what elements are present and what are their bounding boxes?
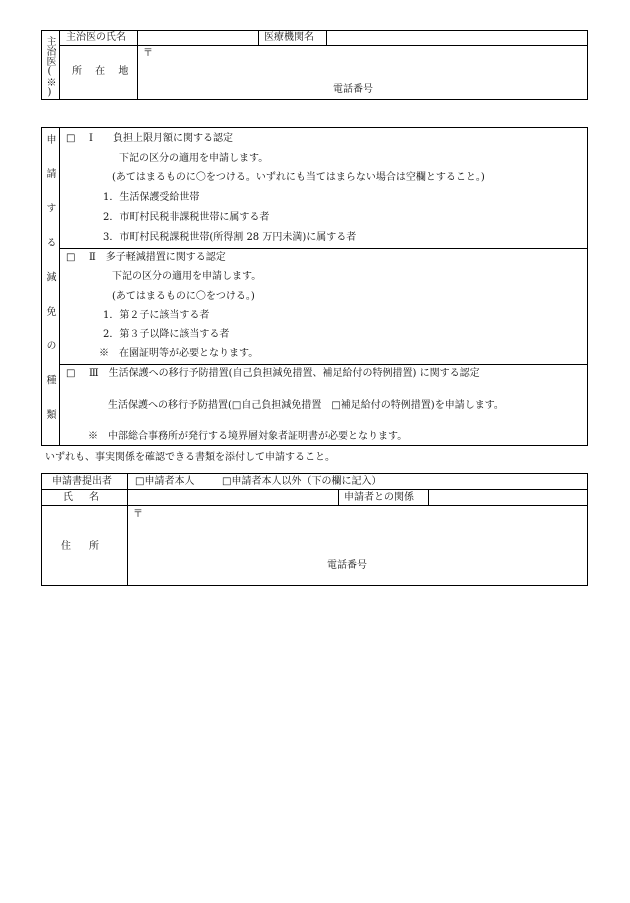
institution-field[interactable] — [330, 33, 584, 44]
doctor-address-label: 所 在 地 — [72, 66, 134, 77]
sec3-line1: 生活保護への移行予防措置(□自己負担減免措置 □補足給付の特例措置)を申請します。 — [108, 400, 504, 411]
relation-label: 申請者との関係 — [344, 492, 414, 503]
sec2-heading: Ⅱ 多子軽減措置に関する認定 — [89, 252, 226, 263]
submitter-name-field[interactable] — [131, 493, 335, 504]
sec1-item-2: 2．市町村民税非課税世帯に属する者 — [103, 212, 270, 223]
sec1-item-1: 1．生活保護受給世帯 — [103, 192, 200, 203]
submitter-option-other[interactable]: □申請者本人以外（下の欄に記入） — [222, 476, 382, 487]
submitter-address-label: 住 所 — [61, 541, 103, 552]
sec2-note: ※ 在園証明等が必要となります。 — [99, 348, 259, 359]
sec2-item-2: 2．第３子以降に該当する者 — [103, 329, 230, 340]
doctor-name-field[interactable] — [140, 33, 256, 44]
sec1-heading: Ⅰ 負担上限月額に関する認定 — [89, 133, 233, 144]
attach-note: いずれも、事実関係を確認できる書類を添付して申請すること。 — [45, 452, 335, 463]
sec3-heading: Ⅲ 生活保護への移行予防措置(自己負担減免措置、補足給付の特例措置) に関する認定 — [89, 368, 480, 379]
submitter-postal-mark: 〒 — [133, 509, 143, 520]
postal-mark: 〒 — [143, 48, 153, 59]
submitter-address-field[interactable] — [146, 510, 584, 550]
sec1-line2: (あてはまるものに〇をつける。いずれにも当てはまらない場合は空欄とすること。) — [112, 172, 485, 183]
doctor-name-label: 主治医の氏名 — [66, 32, 126, 43]
reduction-side-label: 申請する減免の種類 — [44, 134, 55, 444]
sec1-line1: 下記の区分の適用を申請します。 — [119, 153, 269, 164]
sec1-checkbox[interactable]: □ — [66, 133, 76, 144]
doctor-side-label: 主治医(※) — [44, 36, 55, 98]
submitter-name-label: 氏 名 — [63, 492, 102, 503]
sec2-checkbox[interactable]: □ — [66, 252, 76, 263]
submitter-phone-label: 電話番号 — [327, 560, 367, 571]
doctor-phone-label: 電話番号 — [333, 84, 373, 95]
sec3-checkbox[interactable]: □ — [66, 368, 76, 379]
sec3-note: ※ 中部総合事務所が発行する境界層対象者証明書が必要となります。 — [88, 431, 408, 442]
doctor-address-field[interactable] — [156, 49, 584, 79]
submitter-option-self[interactable]: □申請者本人 — [135, 476, 195, 487]
sec1-item-3: 3．市町村民税課税世帯(所得割 28 万円未満)に属する者 — [103, 232, 357, 243]
sec2-line1: 下記の区分の適用を申請します。 — [112, 271, 262, 282]
relation-field[interactable] — [432, 493, 584, 504]
submitter-label: 申請書提出者 — [52, 476, 112, 487]
sec2-line2: (あてはまるものに〇をつける。) — [112, 291, 255, 302]
sec2-item-1: 1．第２子に該当する者 — [103, 310, 210, 321]
institution-label: 医療機関名 — [264, 32, 314, 43]
